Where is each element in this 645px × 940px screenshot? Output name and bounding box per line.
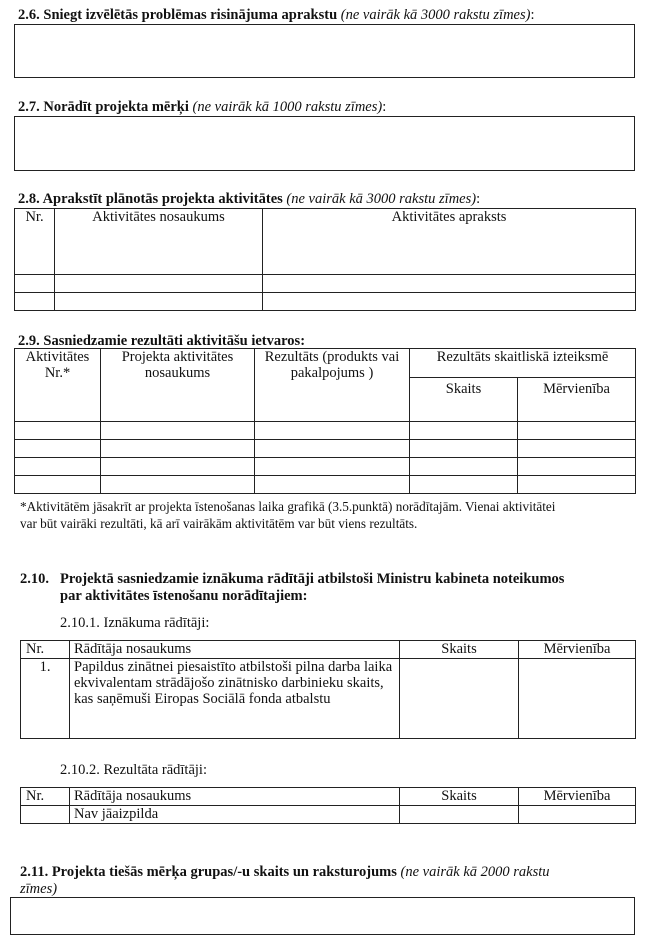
col-header-indicator-name: Rādītāja nosaukums	[70, 641, 400, 659]
output-indicators-table	[20, 640, 636, 739]
table-row	[15, 293, 636, 311]
cell[interactable]	[263, 293, 636, 311]
indicator-name: Nav jāaizpilda	[70, 806, 400, 824]
col-header-nr: Nr.	[21, 641, 70, 659]
cell[interactable]	[255, 458, 410, 476]
cell[interactable]	[15, 440, 101, 458]
cell[interactable]	[255, 422, 410, 440]
activities-table	[14, 208, 636, 311]
cell[interactable]	[15, 422, 101, 440]
cell[interactable]	[55, 275, 263, 293]
col-header-nr: Nr.	[21, 788, 70, 806]
col-header-unit: Mērvienība	[518, 378, 636, 422]
table-header-row	[21, 641, 636, 659]
col-header-activity-name: Aktivitātes nosaukums	[55, 209, 263, 275]
row-nr	[21, 806, 70, 824]
section-title: Aprakstīt plānotās projekta aktivitātes	[42, 191, 283, 207]
cell[interactable]	[101, 440, 255, 458]
cell[interactable]	[15, 293, 55, 311]
char-limit-note: (ne vairāk kā 1000 rakstu zīmes)	[192, 99, 383, 115]
section-number: 2.8.	[18, 191, 40, 207]
section-title: Sniegt izvēlētās problēmas risinājuma aprakstu	[43, 7, 338, 23]
subsection-2-10-1-title: 2.10.1. Iznākuma rādītāji:	[60, 615, 210, 631]
section-2-8-heading	[18, 191, 480, 208]
section-2-10-title-line-1: Projektā sasniedzamie iznākuma rādītāji atbilstoši Ministru kabineta noteikumos	[60, 571, 565, 587]
section-title: Projekta tiešās mērķa grupas/-u skaits un raksturojums	[51, 864, 397, 880]
colon: :	[382, 99, 387, 115]
section-2-10-number: 2.10.	[20, 571, 49, 587]
cell[interactable]	[518, 440, 636, 458]
indicator-name: Papildus zinātnei piesaistīto atbilstoši pilna darba laika ekvivalentam strādājošo zinātnisko darbinieku skaits, kas saņēmuši Eiropas Sociālā fonda atbalstu	[70, 659, 400, 739]
col-header-activity-description: Aktivitātes apraksts	[263, 209, 636, 275]
table-header-row	[15, 349, 636, 378]
table-row	[15, 476, 636, 494]
col-header-numeric-result: Rezultāts skaitliskā izteiksmē	[410, 349, 636, 378]
unit-cell[interactable]	[519, 659, 636, 739]
table-header-row	[21, 788, 636, 806]
section-2-6-heading	[18, 7, 534, 24]
cell[interactable]	[410, 422, 518, 440]
section-2-9-heading: 2.9. Sasniedzamie rezultāti aktivitāšu ietvaros:	[18, 333, 306, 349]
colon: :	[476, 191, 481, 207]
section-number: 2.6.	[18, 7, 40, 23]
table-row	[15, 422, 636, 440]
cell[interactable]	[410, 458, 518, 476]
col-header-count: Skaits	[400, 788, 519, 806]
cell[interactable]	[15, 458, 101, 476]
col-header-activity-name: Projekta aktivitātes nosaukums	[101, 349, 255, 422]
section-2-11-heading	[20, 864, 550, 881]
char-limit-note: (ne vairāk kā 3000 rakstu zīmes)	[286, 191, 477, 207]
table-row	[15, 275, 636, 293]
section-number: 2.7.	[18, 99, 40, 115]
count-cell[interactable]	[400, 659, 519, 739]
cell[interactable]	[410, 440, 518, 458]
char-limit-note-line-2: zīmes)	[20, 881, 58, 897]
subsection-2-10-2-title: 2.10.2. Rezultāta rādītāji:	[60, 762, 207, 778]
table-row	[15, 440, 636, 458]
section-2-10-title-line-2: par aktivitātes īstenošanu norādītajiem:	[60, 588, 308, 604]
cell[interactable]	[55, 293, 263, 311]
result-indicators-table	[20, 787, 636, 824]
cell[interactable]	[15, 275, 55, 293]
colon: :	[530, 7, 535, 23]
cell[interactable]	[410, 476, 518, 494]
col-header-unit: Mērvienība	[519, 641, 636, 659]
row-nr: 1.	[21, 659, 70, 739]
cell[interactable]	[263, 275, 636, 293]
col-header-nr: Nr.	[15, 209, 55, 275]
results-table	[14, 348, 636, 494]
col-header-count: Skaits	[410, 378, 518, 422]
char-limit-note: (ne vairāk kā 2000 rakstu	[400, 864, 550, 880]
section-number: 2.11.	[20, 864, 49, 880]
col-header-count: Skaits	[400, 641, 519, 659]
char-limit-note: (ne vairāk kā 3000 rakstu zīmes)	[340, 7, 531, 23]
cell[interactable]	[15, 476, 101, 494]
count-cell[interactable]	[400, 806, 519, 824]
table-row	[15, 458, 636, 476]
cell[interactable]	[518, 458, 636, 476]
cell[interactable]	[255, 476, 410, 494]
project-goal-textbox[interactable]	[14, 116, 635, 171]
footnote-line-1: *Aktivitātēm jāsakrīt ar projekta īstenošanas laika grafikā (3.5.punktā) norādītajām. Vienai aktivitātei	[20, 499, 556, 514]
cell[interactable]	[101, 422, 255, 440]
cell[interactable]	[518, 422, 636, 440]
cell[interactable]	[101, 476, 255, 494]
target-group-textbox[interactable]	[10, 897, 635, 935]
col-header-activity-nr: Aktivitātes Nr.*	[15, 349, 101, 422]
problem-solution-textbox[interactable]	[14, 24, 635, 78]
footnote-line-2: var būt vairāki rezultāti, kā arī vairākām aktivitātēm var būt viens rezultāts.	[20, 516, 418, 531]
col-header-unit: Mērvienība	[519, 788, 636, 806]
col-header-indicator-name: Rādītāja nosaukums	[70, 788, 400, 806]
table-row	[21, 806, 636, 824]
table-row	[21, 659, 636, 739]
unit-cell[interactable]	[519, 806, 636, 824]
col-header-result: Rezultāts (produkts vai pakalpojums )	[255, 349, 410, 422]
cell[interactable]	[255, 440, 410, 458]
section-2-7-heading	[18, 99, 386, 116]
table-header-row	[15, 209, 636, 275]
section-title: Norādīt projekta mērķi	[43, 99, 189, 115]
cell[interactable]	[518, 476, 636, 494]
cell[interactable]	[101, 458, 255, 476]
